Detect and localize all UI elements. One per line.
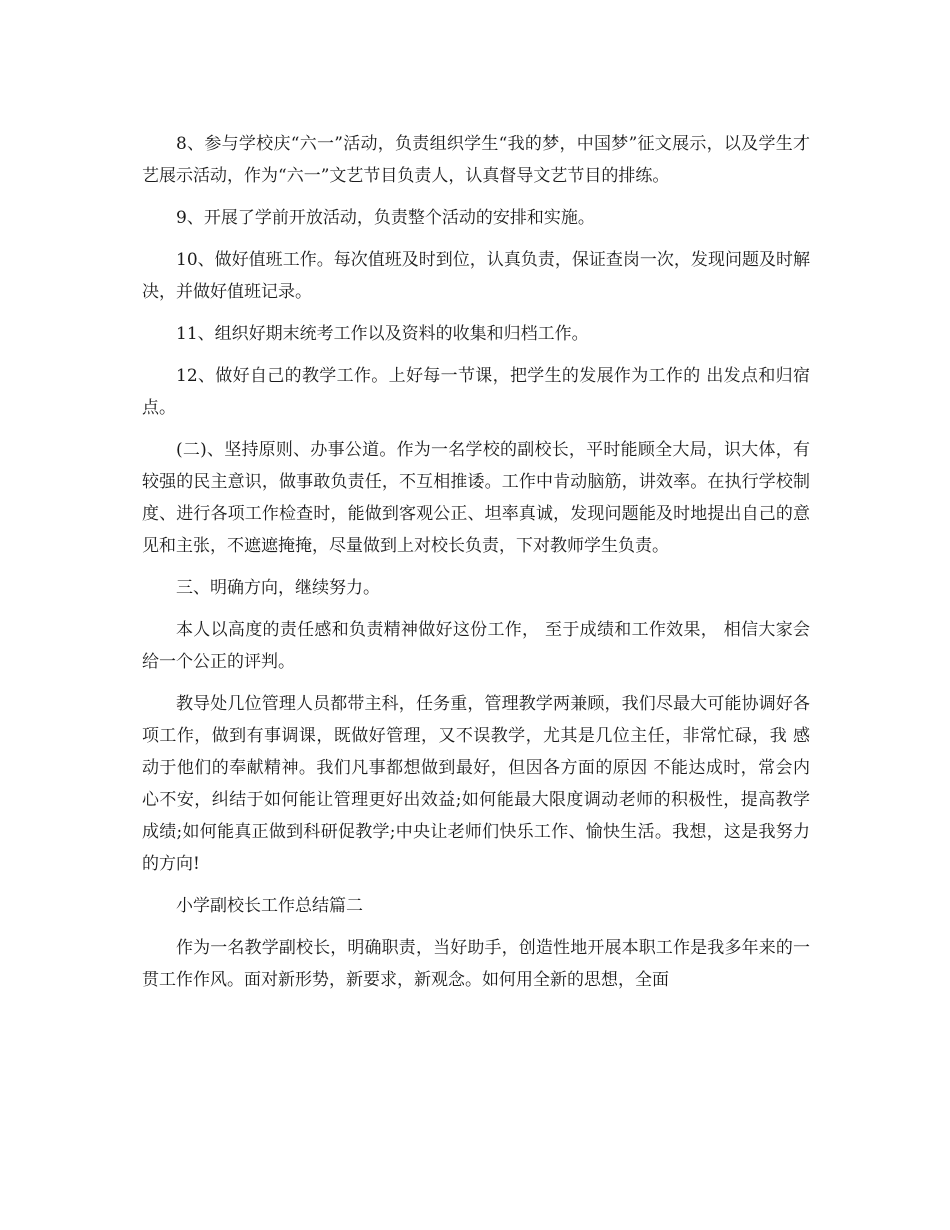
paragraph-item-12: 12、做好自己的教学工作。上好每一节课，把学生的发展作为工作的 出发点和归宿点。 bbox=[142, 366, 810, 418]
paragraph-teaching-office: 教导处几位管理人员都带主科，任务重，管理教学两兼顾，我们尽最大可能协调好各项工作，做到有事调课，既做好管理，又不误教学，尤其是几位主任，非常忙碌，我 感动于他们的奉献精神。我们凡事都想做到最好，但因各方面的原因 不能达成时，常会内心不安，纠结于如何能让管理更好出效益;如何能最大限度调动老师的积极性，提高教学成绩;如何能真正做到科研促教学;中央让老师们快乐工作、愉快生活。我想，这是我努力的方向! bbox=[142, 694, 810, 874]
subtitle-part-two: 小学副校长工作总结篇二 bbox=[176, 896, 363, 916]
paragraph-item-10: 10、做好值班工作。每次值班及时到位，认真负责，保证查岗一次，发现问题及时解决，并做好值班记录。 bbox=[142, 250, 810, 302]
paragraph-item-8: 8、参与学校庆“六一”活动，负责组织学生“我的梦，中国梦”征文展示，以及学生才艺展示活动，作为“六一”文艺节目负责人，认真督导文艺节目的排练。 bbox=[142, 134, 810, 186]
document-page bbox=[142, 128, 810, 1006]
paragraph-principles: (二)、坚持原则、办事公道。作为一名学校的副校长，平时能顾全大局，识大体，有较强的民主意识，做事敢负责任，不互相推诿。工作中肯动脑筋，讲效率。在执行学校制度、进行各项工作检查时，能做到客观公正、坦率真诚，发现问题能及时地提出自己的意见和主张，不遮遮掩掩，尽量做到上对校长负责，下对教师学生负责。 bbox=[142, 440, 810, 556]
paragraph-responsibility: 本人以高度的责任感和负责精神做好这份工作， 至于成绩和工作效果， 相信大家会给一个公正的评判。 bbox=[142, 620, 810, 672]
paragraph-item-9: 9、开展了学前开放活动，负责整个活动的安排和实施。 bbox=[176, 208, 595, 228]
paragraph-part-two-intro: 作为一名教学副校长，明确职责，当好助手，创造性地开展本职工作是我多年来的一贯工作作风。面对新形势，新要求，新观念。如何用全新的思想，全面 bbox=[142, 938, 810, 990]
paragraph-item-11: 11、组织好期末统考工作以及资料的收集和归档工作。 bbox=[176, 324, 589, 344]
section-heading-three: 三、明确方向，继续努力。 bbox=[176, 578, 380, 598]
